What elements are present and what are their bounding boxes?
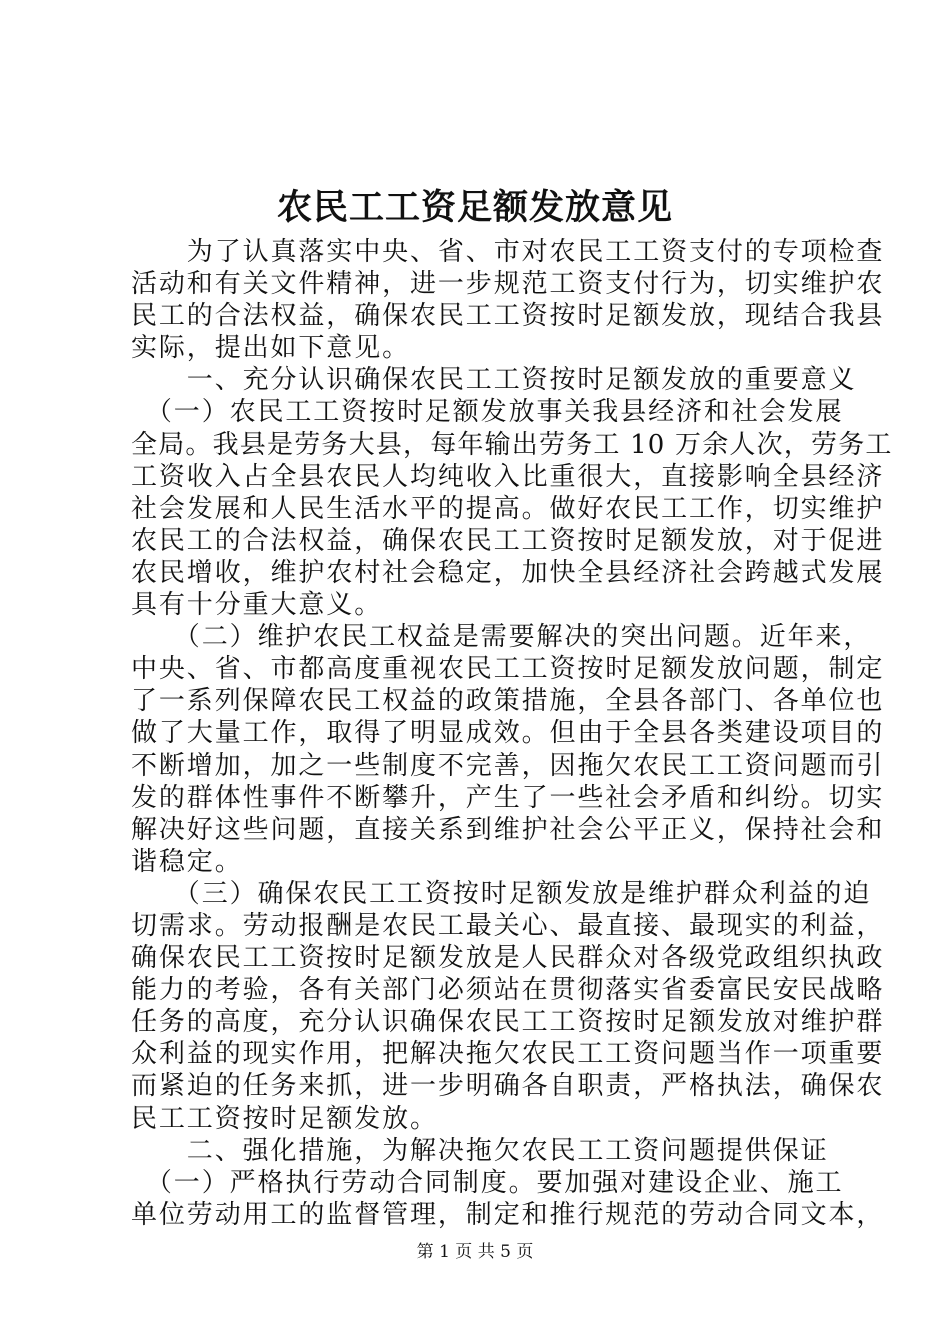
- body-line: （三）确保农民工工资按时足额发放是维护群众利益的迫: [131, 878, 872, 909]
- body-line: 实际，提出如下意见。: [131, 333, 411, 364]
- body-line: 不断增加，加之一些制度不完善，因拖欠农民工工资问题而引: [131, 750, 885, 781]
- body-line: 工资收入占全县农民人均纯收入比重很大，直接影响全县经济: [131, 461, 885, 492]
- body-line: 解决好这些问题，直接关系到维护社会公平正义，保持社会和: [131, 814, 885, 845]
- body-line: 任务的高度，充分认识确保农民工工资按时足额发放对维护群: [131, 1007, 885, 1038]
- body-line: 做了大量工作，取得了明显成效。但由于全县各类建设项目的: [131, 718, 885, 749]
- body-line: 民工的合法权益，确保农民工工资按时足额发放，现结合我县: [131, 301, 885, 332]
- body-line: 了一系列保障农民工权益的政策措施，全县各部门、各单位也: [131, 686, 885, 717]
- body-line: （一）农民工工资按时足额发放事关我县经济和社会发展: [131, 397, 844, 428]
- body-line: 能力的考验，各有关部门必须站在贯彻落实省委富民安民战略: [131, 975, 885, 1006]
- body-line: 切需求。劳动报酬是农民工最关心、最直接、最现实的利益，: [131, 910, 885, 941]
- body-line: 中央、省、市都高度重视农民工工资按时足额发放问题，制定: [131, 654, 885, 685]
- body-line: （二）维护农民工权益是需要解决的突出问题。近年来，: [131, 622, 872, 653]
- body-line: 民工工资按时足额发放。: [131, 1103, 438, 1134]
- body-line: 众利益的现实作用，把解决拖欠农民工工资问题当作一项重要: [131, 1039, 885, 1070]
- body-line: 活动和有关文件精神，进一步规范工资支付行为，切实维护农: [131, 269, 885, 300]
- body-line: 发的群体性事件不断攀升，产生了一些社会矛盾和纠纷。切实: [131, 782, 885, 813]
- document-title: 农民工工资足额发放意见: [276, 187, 673, 228]
- body-line: 社会发展和人民生活水平的提高。做好农民工工作，切实维护: [131, 493, 885, 524]
- body-line: 全局。我县是劳务大县，每年输出劳务工 10 万余人次，劳务工: [131, 429, 893, 460]
- section-heading-1: 一、充分认识确保农民工工资按时足额发放的重要意义: [131, 365, 857, 396]
- body-line: 单位劳动用工的监督管理，制定和推行规范的劳动合同文本，: [131, 1199, 885, 1230]
- body-line: 农民增收，维护农村社会稳定，加快全县经济社会跨越式发展: [131, 557, 885, 588]
- page-footer: 第 1 页 共 5 页: [416, 1242, 534, 1262]
- document-body: [131, 236, 893, 1231]
- body-line: 为了认真落实中央、省、市对农民工工资支付的专项检查: [131, 237, 885, 267]
- body-line: 具有十分重大意义。: [131, 590, 383, 621]
- body-line: 农民工的合法权益，确保农民工工资按时足额发放，对于促进: [131, 525, 885, 556]
- section-heading-2: 二、强化措施，为解决拖欠农民工工资问题提供保证: [131, 1135, 829, 1166]
- body-line: 确保农民工工资按时足额发放是人民群众对各级党政组织执政: [131, 943, 885, 974]
- body-line: 而紧迫的任务来抓，进一步明确各自职责，严格执法，确保农: [131, 1071, 885, 1102]
- body-line: 谐稳定。: [131, 846, 243, 877]
- body-line: （一）严格执行劳动合同制度。要加强对建设企业、施工: [131, 1167, 844, 1198]
